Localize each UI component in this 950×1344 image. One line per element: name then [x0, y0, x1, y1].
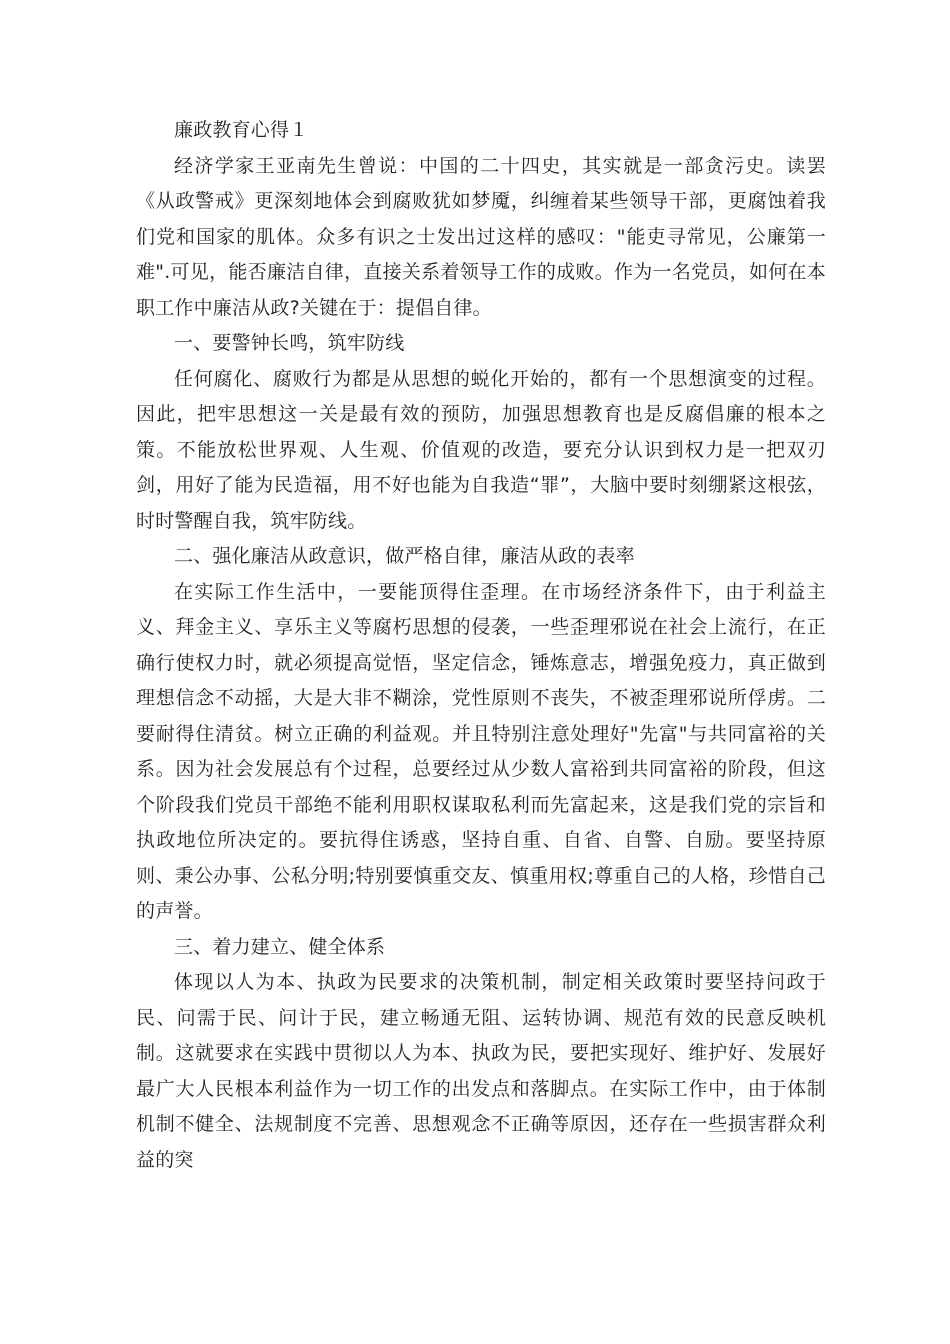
section-heading-1: 一、要警钟长鸣，筑牢防线 — [174, 332, 405, 354]
document-title: 廉政教育心得１ — [174, 119, 309, 141]
document-body — [136, 113, 826, 1178]
paragraph-intro: 经济学家王亚南先生曾说：中国的二十四史，其实就是一部贪污史。读罢《从政警戒》更深刻地体会到腐败犹如梦魇，纠缠着某些领导干部，更腐蚀着我们党和国家的肌体。众多有识之士发出过这样的感叹："能吏寻常见，公廉第一难".可见，能否廉洁自律，直接关系着领导工作的成败。作为一名党员，如何在本职工作中廉洁从政?关键在于：提倡自律。 — [136, 154, 826, 319]
paragraph-section-2: 在实际工作生活中，一要能顶得住歪理。在市场经济条件下，由于利益主义、拜金主义、享乐主义等腐朽思想的侵袭，一些歪理邪说在社会上流行，在正确行使权力时，就必须提高觉悟，坚定信念，锤炼意志，增强免疫力，真正做到理想信念不动摇，大是大非不糊涂，党性原则不丧失，不被歪理邪说所俘虏。二要耐得住清贫。树立正确的利益观。并且特别注意处理好"先富"与共同富裕的关系。因为社会发展总有个过程，总要经过从少数人富裕到共同富裕的阶段，但这个阶段我们党员干部绝不能利用职权谋取私利而先富起来，这是我们党的宗旨和执政地位所决定的。要抗得住诱惑，坚持自重、自省、自警、自励。要坚持原则、秉公办事、公私分明;特别要慎重交友、慎重用权;尊重自己的人格，珍惜自己的声誉。 — [136, 580, 826, 922]
section-heading-3: 三、着力建立、健全体系 — [174, 935, 386, 958]
section-heading-2: 二、强化廉洁从政意识，做严格自律，廉洁从政的表率 — [174, 545, 635, 567]
paragraph-section-1: 任何腐化、腐败行为都是从思想的蜕化开始的，都有一个思想演变的过程。因此，把牢思想这一关是最有效的预防，加强思想教育也是反腐倡廉的根本之策。不能放松世界观、人生观、价值观的改造，要充分认识到权力是一把双刃剑，用好了能为民造福，用不好也能为自我造“罪”，大脑中要时刻绷紧这根弦，时时警醒自我，筑牢防线。 — [136, 367, 826, 532]
paragraph-section-3: 体现以人为本、执政为民要求的决策机制，制定相关政策时要坚持问政于民、问需于民、问计于民，建立畅通无阻、运转协调、规范有效的民意反映机制。这就要求在实践中贯彻以人为本、执政为民，要把实现好、维护好、发展好最广大人民根本利益作为一切工作的出发点和落脚点。在实际工作中，由于体制机制不健全、法规制度不完善、思想观念不正确等原因，还存在一些损害群众利益的突 — [136, 971, 826, 1171]
